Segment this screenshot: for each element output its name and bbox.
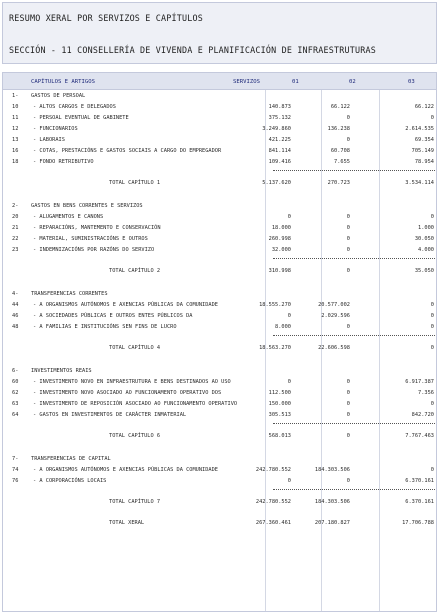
row-description: - COTAS, PRESTACIÓNS E GASTOS SOCIAIS A CARGO DO EMPREGADOR xyxy=(33,148,222,154)
value-service-03: 30.050 xyxy=(414,236,434,242)
value-service-01: 310.998 xyxy=(268,268,291,274)
value-service-02: 0 xyxy=(346,236,350,242)
table-row xyxy=(3,466,436,475)
value-service-01: 568.013 xyxy=(268,433,291,439)
header-service-02: 02 xyxy=(349,79,356,85)
value-service-03: 0 xyxy=(430,313,434,319)
value-service-03: 705.149 xyxy=(411,148,434,154)
header-services: SERVIZOS xyxy=(233,79,260,85)
table-header xyxy=(3,73,436,90)
table-row xyxy=(3,103,436,112)
row-description: - A ORGANISMOS AUTÓNOMOS E AXENCIAS PÚBLICAS DA COMUNIDADE xyxy=(33,467,218,473)
row-code: 18 xyxy=(12,159,19,165)
row-code: 76 xyxy=(12,478,19,484)
row-code: 16 xyxy=(12,148,19,154)
table-row xyxy=(3,411,436,420)
row-description: TOTAL CAPÍTULO 1 xyxy=(109,180,161,186)
value-service-01: 0 xyxy=(287,379,291,385)
report-header xyxy=(2,2,437,64)
row-code: 20 xyxy=(12,214,19,220)
chapter-total-row xyxy=(3,179,436,188)
total-separator xyxy=(273,170,435,171)
row-code: 1- xyxy=(12,93,19,99)
value-service-02: 0 xyxy=(346,379,350,385)
value-service-02: 0 xyxy=(346,433,350,439)
row-description: - A FAMILIAS E INSTITUCIÓNS SEN FINS DE LUCRO xyxy=(33,324,177,330)
value-service-02: 0 xyxy=(346,137,350,143)
value-service-02: 20.577.002 xyxy=(318,302,350,308)
row-code: 64 xyxy=(12,412,19,418)
value-service-01: 140.873 xyxy=(268,104,291,110)
row-code: 4- xyxy=(12,291,19,297)
table-row xyxy=(3,312,436,321)
value-service-01: 0 xyxy=(287,478,291,484)
row-description: TOTAL CAPÍTULO 7 xyxy=(109,499,161,505)
value-service-03: 0 xyxy=(430,401,434,407)
table-row xyxy=(3,235,436,244)
chapter-total-row xyxy=(3,498,436,507)
value-service-02: 0 xyxy=(346,324,350,330)
value-service-01: 18.555.270 xyxy=(259,302,291,308)
row-code: 10 xyxy=(12,104,19,110)
report-title: RESUMO XERAL POR SERVIZOS E CAPÍTULOS xyxy=(9,13,203,23)
table-row xyxy=(3,125,436,134)
header-chapters: CAPÍTULOS E ARTIGOS xyxy=(31,79,95,85)
value-service-02: 184.303.506 xyxy=(314,467,350,473)
row-description: - A CORPORACIÓNS LOCAIS xyxy=(33,478,107,484)
value-service-03: 0 xyxy=(430,115,434,121)
value-service-03: 78.954 xyxy=(414,159,434,165)
table-row xyxy=(3,477,436,486)
table-row xyxy=(3,378,436,387)
chapter-total-row xyxy=(3,432,436,441)
value-service-03: 7.356 xyxy=(418,390,434,396)
value-service-01: 109.416 xyxy=(268,159,291,165)
row-description: - INDEMNIZACIÓNS POR RAZÓNS DO SERVIZO xyxy=(33,247,155,253)
value-service-03: 0 xyxy=(430,302,434,308)
table-row xyxy=(3,389,436,398)
value-service-03: 17.706.788 xyxy=(402,520,434,526)
value-service-03: 0 xyxy=(430,324,434,330)
value-service-01: 112.500 xyxy=(268,390,291,396)
table-row xyxy=(3,367,436,376)
total-separator xyxy=(273,258,435,259)
value-service-01: 0 xyxy=(287,313,291,319)
value-service-02: 0 xyxy=(346,412,350,418)
table-row xyxy=(3,246,436,255)
row-description: - INVESTIMENTO DE REPOSICIÓN ASOCIADO AO FUNCIONAMENTO OPERATIVO xyxy=(33,401,238,407)
value-service-02: 0 xyxy=(346,115,350,121)
table-row xyxy=(3,92,436,101)
value-service-02: 136.238 xyxy=(327,126,350,132)
value-service-02: 184.303.506 xyxy=(314,499,350,505)
row-code: 12 xyxy=(12,126,19,132)
row-description: TOTAL CAPÍTULO 4 xyxy=(109,345,161,351)
row-description: - FUNCIONARIOS xyxy=(33,126,78,132)
value-service-01: 260.998 xyxy=(268,236,291,242)
value-service-01: 375.132 xyxy=(268,115,291,121)
header-service-03: 03 xyxy=(408,79,415,85)
table-row xyxy=(3,202,436,211)
table-row xyxy=(3,158,436,167)
value-service-01: 421.225 xyxy=(268,137,291,143)
row-description: - PERSOAL EVENTUAL DE GABINETE xyxy=(33,115,129,121)
row-description: GASTOS EN BENS CORRENTES E SERVIZOS xyxy=(31,203,143,209)
row-description: - A ORGANISMOS AUTÓNOMOS E AXENCIAS PÚBLICAS DA COMUNIDADE xyxy=(33,302,218,308)
row-code: 21 xyxy=(12,225,19,231)
value-service-03: 842.720 xyxy=(411,412,434,418)
table-row xyxy=(3,455,436,464)
chapter-total-row xyxy=(3,267,436,276)
value-service-03: 6.370.161 xyxy=(405,499,434,505)
section-title: SECCIÓN - 11 CONSELLERÍA DE VIVENDA E PLANIFICACIÓN DE INFRAESTRUTURAS xyxy=(9,45,376,55)
chapter-total-row xyxy=(3,344,436,353)
row-description: GASTOS DE PERSOAL xyxy=(31,93,86,99)
value-service-03: 0 xyxy=(430,345,434,351)
table-row xyxy=(3,400,436,409)
row-code: 62 xyxy=(12,390,19,396)
value-service-02: 0 xyxy=(346,214,350,220)
value-service-02: 0 xyxy=(346,390,350,396)
value-service-03: 1.000 xyxy=(418,225,434,231)
value-service-03: 6.917.387 xyxy=(405,379,434,385)
value-service-01: 0 xyxy=(287,214,291,220)
value-service-02: 22.606.598 xyxy=(318,345,350,351)
row-code: 74 xyxy=(12,467,19,473)
table-row xyxy=(3,136,436,145)
value-service-01: 242.780.552 xyxy=(255,499,291,505)
row-description: TRANSFERENCIAS DE CAPITAL xyxy=(31,456,111,462)
value-service-03: 69.354 xyxy=(414,137,434,143)
value-service-02: 0 xyxy=(346,225,350,231)
value-service-03: 35.050 xyxy=(414,268,434,274)
row-description: - ALTOS CARGOS E DELEGADOS xyxy=(33,104,116,110)
value-service-01: 841.114 xyxy=(268,148,291,154)
row-description: - FONDO RETRIBUTIVO xyxy=(33,159,94,165)
row-description: - A SOCIEDADES PÚBLICAS E OUTROS ENTES PÚBLICOS DA xyxy=(33,313,193,319)
value-service-03: 7.767.463 xyxy=(405,433,434,439)
value-service-02: 0 xyxy=(346,478,350,484)
total-separator xyxy=(273,423,435,424)
table-row xyxy=(3,147,436,156)
value-service-03: 0 xyxy=(430,214,434,220)
row-code: 23 xyxy=(12,247,19,253)
row-code: 13 xyxy=(12,137,19,143)
value-service-01: 3.249.860 xyxy=(262,126,291,132)
value-service-03: 2.614.535 xyxy=(405,126,434,132)
value-service-01: 5.137.620 xyxy=(262,180,291,186)
row-description: - INVESTIMENTO NOVO ASOCIADO AO FUNCIONAMENTO OPERATIVO DOS xyxy=(33,390,222,396)
table-row xyxy=(3,114,436,123)
row-description: TOTAL XERAL xyxy=(109,520,145,526)
row-code: 22 xyxy=(12,236,19,242)
table-row xyxy=(3,213,436,222)
table-row xyxy=(3,224,436,233)
row-code: 6- xyxy=(12,368,19,374)
header-service-01: 01 xyxy=(292,79,299,85)
value-service-03: 3.534.114 xyxy=(405,180,434,186)
table-row xyxy=(3,323,436,332)
row-description: TRANSFERENCIAS CORRENTES xyxy=(31,291,108,297)
value-service-03: 0 xyxy=(430,467,434,473)
value-service-02: 7.655 xyxy=(334,159,350,165)
row-description: - LABORAIS xyxy=(33,137,65,143)
value-service-01: 8.000 xyxy=(275,324,291,330)
value-service-01: 18.563.270 xyxy=(259,345,291,351)
total-separator xyxy=(273,335,435,336)
row-code: 11 xyxy=(12,115,19,121)
row-code: 48 xyxy=(12,324,19,330)
value-service-01: 305.513 xyxy=(268,412,291,418)
value-service-01: 150.000 xyxy=(268,401,291,407)
value-service-01: 18.000 xyxy=(271,225,291,231)
row-description: TOTAL CAPÍTULO 2 xyxy=(109,268,161,274)
row-description: - MATERIAL, SUMINISTRACIÓNS E OUTROS xyxy=(33,236,148,242)
table-row xyxy=(3,290,436,299)
row-description: - INVESTIMENTO NOVO EN INFRAESTRUTURA E BENS DESTINADOS AO USO xyxy=(33,379,231,385)
row-code: 46 xyxy=(12,313,19,319)
value-service-02: 0 xyxy=(346,401,350,407)
row-description: - ALUGAMENTOS E CANONS xyxy=(33,214,104,220)
total-separator xyxy=(273,489,435,490)
value-service-01: 267.360.461 xyxy=(255,520,291,526)
row-code: 7- xyxy=(12,456,19,462)
value-service-02: 2.029.596 xyxy=(321,313,350,319)
value-service-01: 32.000 xyxy=(271,247,291,253)
row-code: 44 xyxy=(12,302,19,308)
table-row xyxy=(3,301,436,310)
grand-total-row xyxy=(3,519,436,528)
value-service-01: 242.780.552 xyxy=(255,467,291,473)
value-service-02: 0 xyxy=(346,268,350,274)
row-description: - REPARACIÓNS, MANTEMENTO E CONSERVACIÓN xyxy=(33,225,161,231)
summary-table xyxy=(2,72,437,612)
row-description: - GASTOS EN INVESTIMENTOS DE CARÁCTER INMATERIAL xyxy=(33,412,187,418)
value-service-03: 66.122 xyxy=(414,104,434,110)
value-service-03: 4.000 xyxy=(418,247,434,253)
row-code: 2- xyxy=(12,203,19,209)
value-service-02: 0 xyxy=(346,247,350,253)
value-service-02: 270.723 xyxy=(327,180,350,186)
row-description: INVESTIMENTOS REAIS xyxy=(31,368,92,374)
value-service-02: 66.122 xyxy=(330,104,350,110)
value-service-02: 207.180.827 xyxy=(314,520,350,526)
value-service-03: 6.370.161 xyxy=(405,478,434,484)
value-service-02: 60.708 xyxy=(330,148,350,154)
row-code: 60 xyxy=(12,379,19,385)
row-description: TOTAL CAPÍTULO 6 xyxy=(109,433,161,439)
row-code: 63 xyxy=(12,401,19,407)
